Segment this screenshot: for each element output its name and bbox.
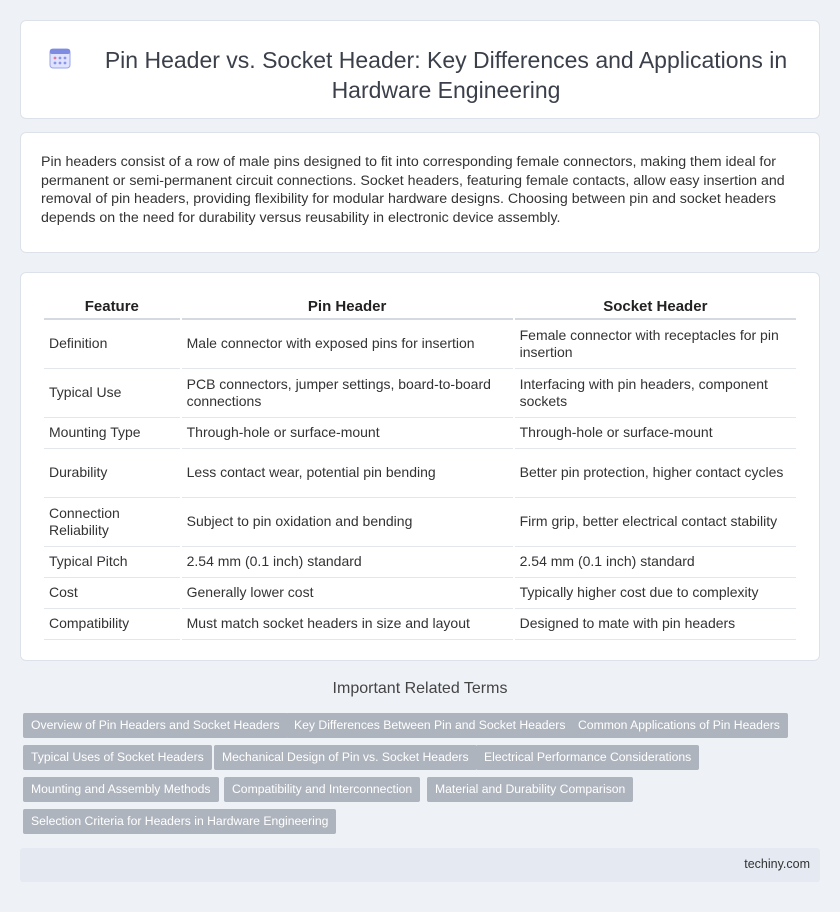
comparison-table <box>42 295 798 640</box>
row-feature: Connection Reliability <box>44 498 180 547</box>
row-feature: Cost <box>44 578 180 609</box>
comparison-table-card <box>20 272 820 661</box>
row-pin-value: Must match socket headers in size and layout <box>182 609 513 640</box>
related-term-link[interactable]: Material and Durability Comparison <box>427 777 633 802</box>
related-term-link[interactable]: Selection Criteria for Headers in Hardware Engineering <box>23 809 336 834</box>
row-socket-value: Female connector with receptacles for pin insertion <box>515 320 796 369</box>
table-row <box>44 320 796 369</box>
row-pin-value: Through-hole or surface-mount <box>182 418 513 449</box>
related-term-link[interactable]: Mechanical Design of Pin vs. Socket Headers <box>214 745 477 770</box>
row-socket-value: 2.54 mm (0.1 inch) standard <box>515 547 796 578</box>
header-card <box>20 20 820 119</box>
row-feature: Typical Use <box>44 369 180 418</box>
row-pin-value: 2.54 mm (0.1 inch) standard <box>182 547 513 578</box>
table-row <box>44 547 796 578</box>
table-row <box>44 498 796 547</box>
row-pin-value: Less contact wear, potential pin bending <box>182 449 513 498</box>
table-row <box>44 578 796 609</box>
row-feature: Mounting Type <box>44 418 180 449</box>
row-pin-value: Generally lower cost <box>182 578 513 609</box>
related-term-link[interactable]: Key Differences Between Pin and Socket Headers <box>286 713 573 738</box>
intro-card <box>20 132 820 253</box>
row-feature: Durability <box>44 449 180 498</box>
header-feature: Feature <box>44 295 180 320</box>
related-term-link[interactable]: Mounting and Assembly Methods <box>23 777 219 802</box>
row-feature: Typical Pitch <box>44 547 180 578</box>
row-socket-value: Typically higher cost due to complexity <box>515 578 796 609</box>
related-term-link[interactable]: Typical Uses of Socket Headers <box>23 745 212 770</box>
related-term-link[interactable]: Common Applications of Pin Headers <box>570 713 788 738</box>
row-pin-value: PCB connectors, jumper settings, board-to-board connections <box>182 369 513 418</box>
calendar-icon <box>49 47 71 69</box>
related-term-link[interactable]: Electrical Performance Considerations <box>476 745 699 770</box>
row-socket-value: Designed to mate with pin headers <box>515 609 796 640</box>
table-row <box>44 418 796 449</box>
table-header-row <box>44 295 796 320</box>
row-socket-value: Interfacing with pin headers, component sockets <box>515 369 796 418</box>
row-feature: Definition <box>44 320 180 369</box>
related-terms-heading: Important Related Terms <box>332 680 508 697</box>
footer-site-name: techiny.com <box>744 857 810 871</box>
title-wrap <box>21 21 821 120</box>
row-socket-value: Through-hole or surface-mount <box>515 418 796 449</box>
table-row <box>44 369 796 418</box>
page-title: Pin Header vs. Socket Header: Key Differences and Applications in Hardware Engineering <box>104 47 788 103</box>
header-pin-header: Pin Header <box>182 295 513 320</box>
footer-bar <box>20 848 820 882</box>
table-row <box>44 449 796 498</box>
header-socket-header: Socket Header <box>515 295 796 320</box>
related-term-link[interactable]: Overview of Pin Headers and Socket Headers <box>23 713 288 738</box>
row-socket-value: Better pin protection, higher contact cycles <box>515 449 796 498</box>
intro-paragraph: Pin headers consist of a row of male pins designed to fit into corresponding female connectors, making them ideal for permanent or semi-permanent circuit connections. Socket headers, featuring female contacts, allow easy insertion and removal of pin headers, providing flexibility for modular hardware designs. Choosing between pin and socket headers depends on the need for durability versus reusability in electronic device assembly. <box>41 154 785 226</box>
table-row <box>44 609 796 640</box>
row-socket-value: Firm grip, better electrical contact stability <box>515 498 796 547</box>
row-pin-value: Subject to pin oxidation and bending <box>182 498 513 547</box>
related-term-link[interactable]: Compatibility and Interconnection <box>224 777 420 802</box>
row-pin-value: Male connector with exposed pins for insertion <box>182 320 513 369</box>
row-feature: Compatibility <box>44 609 180 640</box>
